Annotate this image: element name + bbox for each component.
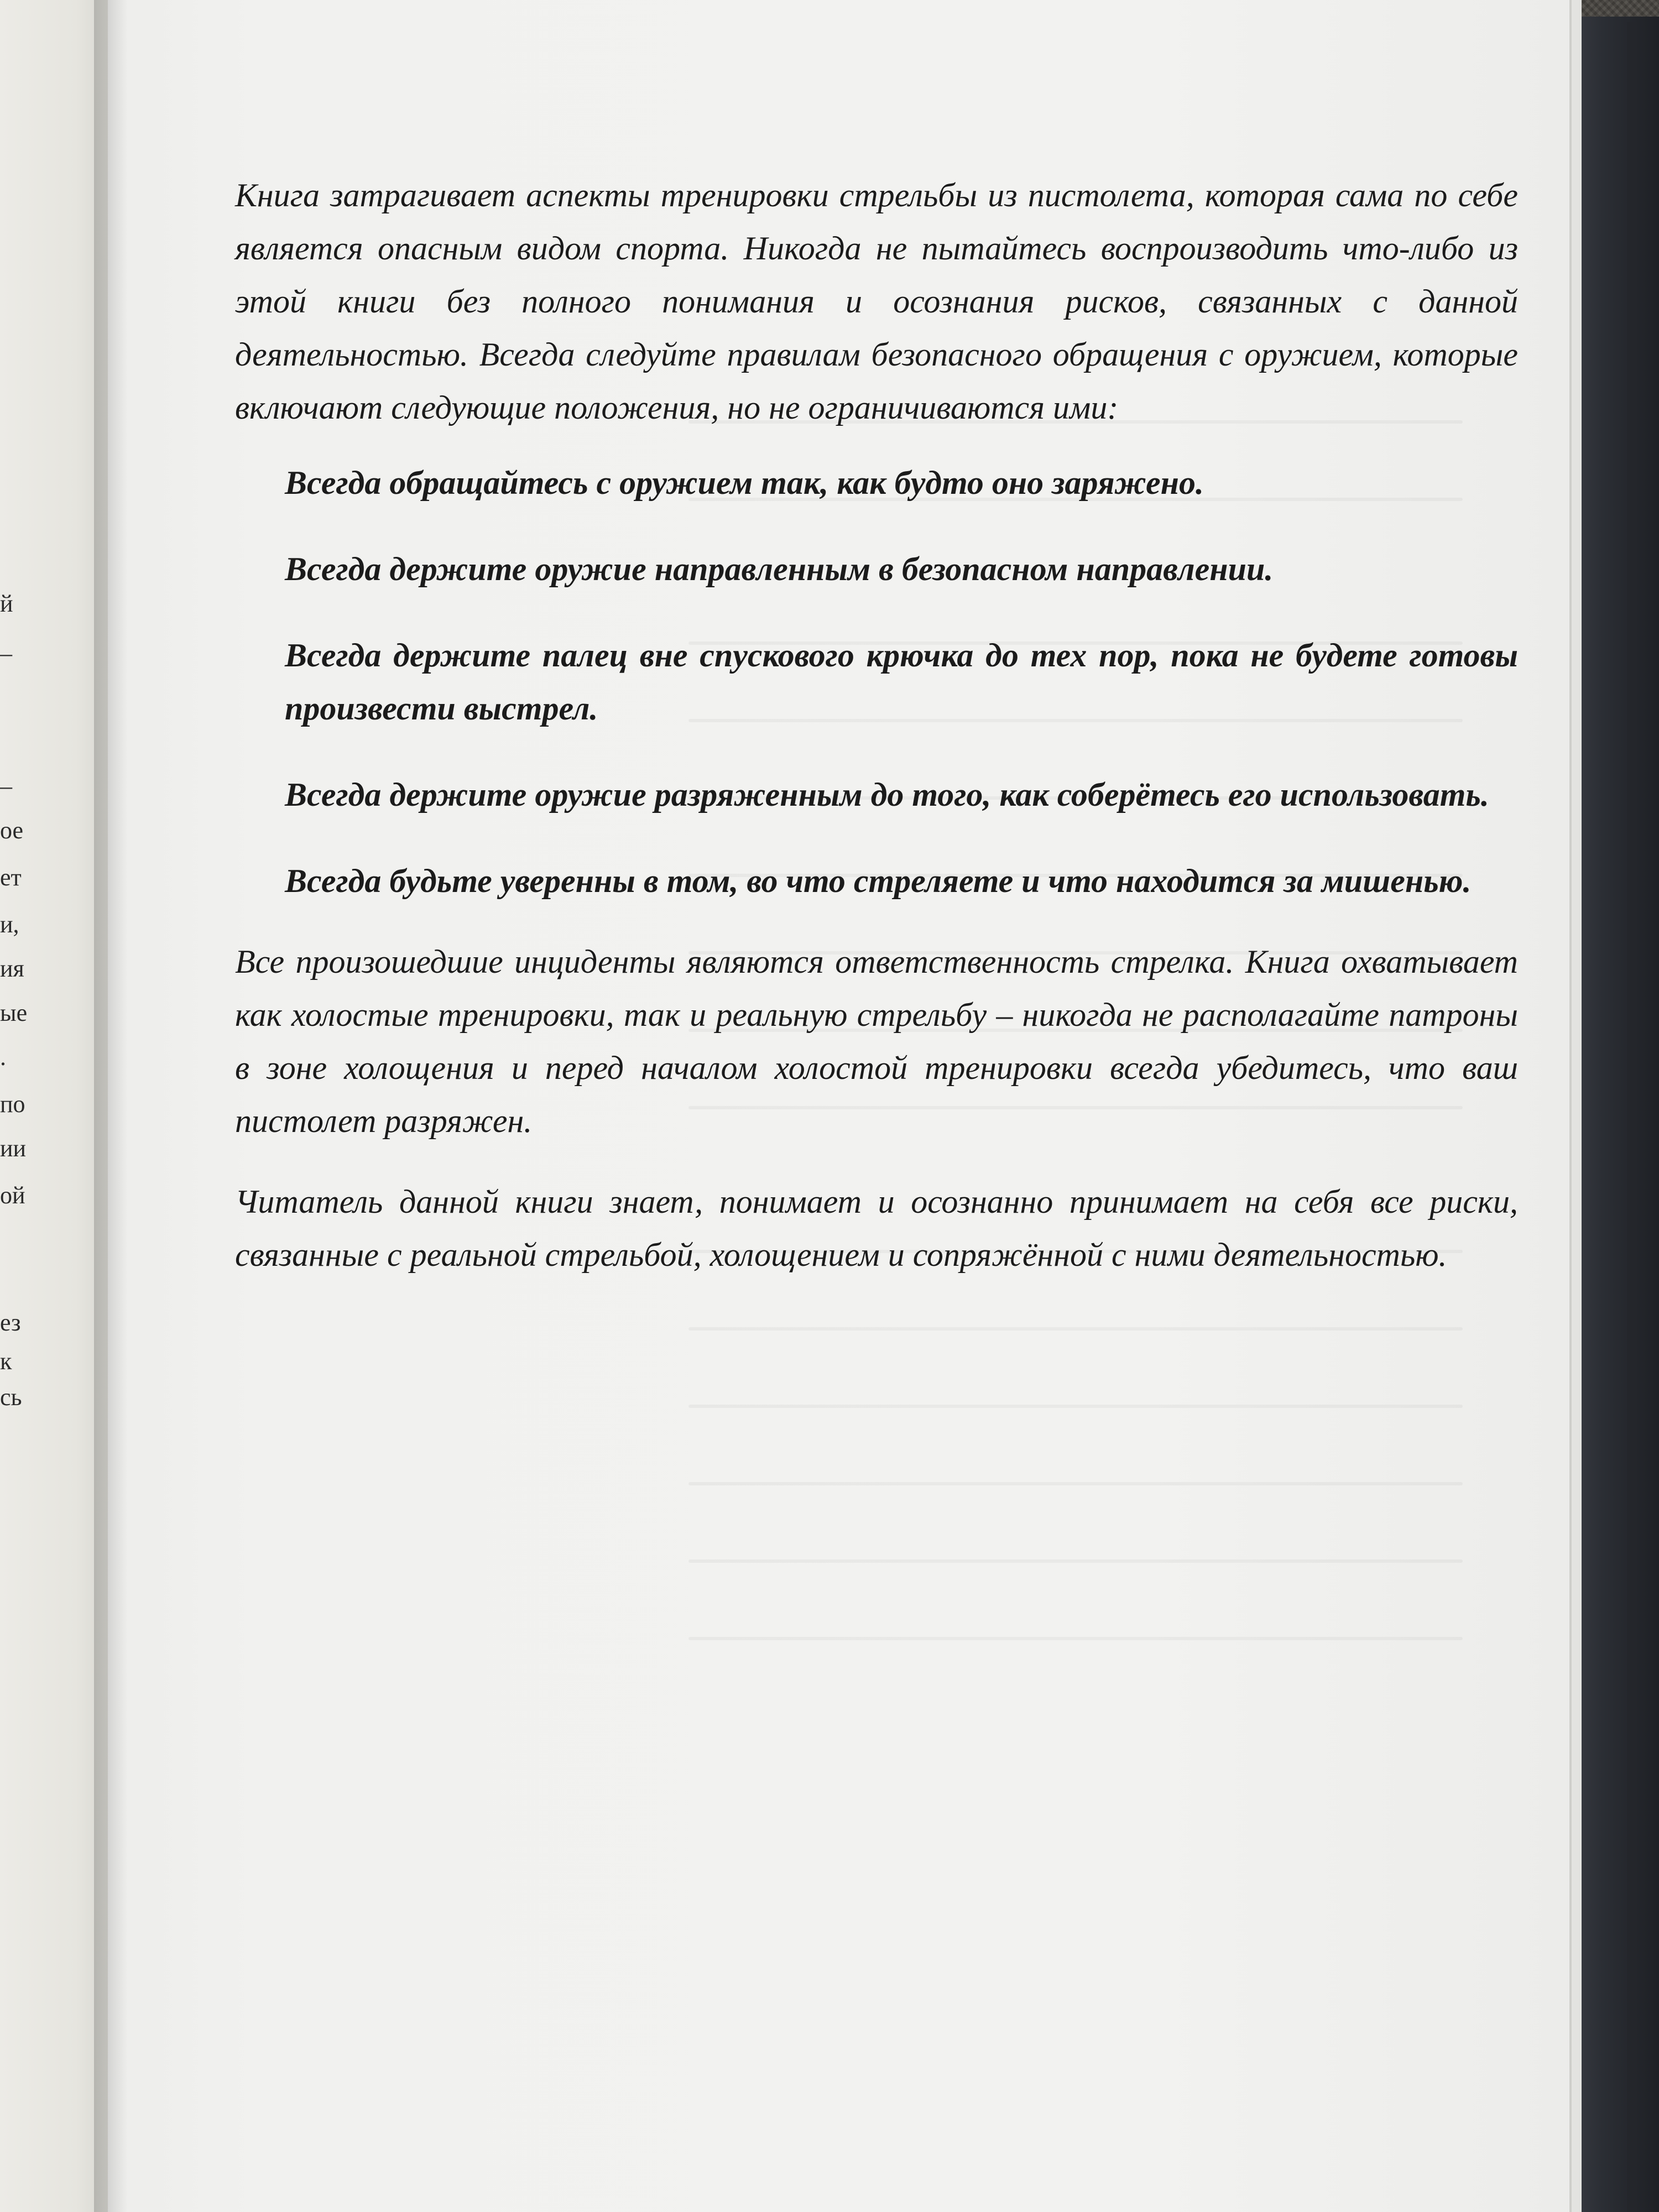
safety-rule: Всегда держите палец вне спускового крючка до тех пор, пока не будете готовы произвести выстрел. — [285, 637, 1518, 727]
previous-page-text-fragment: . — [0, 1044, 6, 1071]
previous-page-text-fragment: – — [0, 640, 12, 667]
disclaimer-text — [235, 169, 1518, 1281]
previous-page-text-fragment: ет — [0, 864, 22, 891]
safety-rule: Всегда будьте уверенны в том, во что стреляете и что находится за мишенью. — [285, 863, 1472, 899]
previous-page-text-fragment: сь — [0, 1384, 22, 1411]
safety-rule: Всегда держите оружие направленным в безопасном направлении. — [285, 551, 1274, 587]
acceptance-paragraph: Читатель данной книги знает, понимает и осознанно принимает на себя все риски, связанные с реальной стрельбой, холощением и сопряжённой с ними деятельностью. — [235, 1183, 1518, 1273]
responsibility-paragraph: Все произошедшие инциденты являются ответственность стрелка. Книга охватывает как холостые тренировки, так и реальную стрельбу – никогда не располагайте патроны в зоне холощения и перед началом холостой тренировки всегда убедитесь, что ваш пистолет разряжен. — [235, 943, 1518, 1139]
safety-rule: Всегда обращайтесь с оружием так, как будто оно заряжено. — [285, 465, 1204, 501]
previous-page-text-fragment: ой — [0, 1182, 25, 1209]
previous-page-text-fragment: и, — [0, 911, 19, 938]
previous-page-text-fragment: по — [0, 1091, 25, 1118]
previous-page-text-fragment: ия — [0, 955, 24, 982]
intro-paragraph: Книга затрагивает аспекты тренировки стрельбы из пистолета, которая сама по себе является опасным видом спорта. Никогда не пытайтесь воспроизводить что-либо из этой книги без полного понимания и осознания рисков, связанных с данной деятельностью. Всегда следуйте правилам безопасного обращения с оружием, которые включают следующие положения, но не ограничиваются ими: — [235, 177, 1518, 426]
page-gutter-shadow — [94, 0, 127, 2212]
previous-page-text-fragment: ые — [0, 999, 28, 1026]
previous-page-text-fragment: ии — [0, 1135, 27, 1162]
previous-page-text-fragment: ез — [0, 1309, 21, 1336]
previous-page-text-fragment: ое — [0, 817, 24, 844]
previous-page-text-fragment: к — [0, 1348, 12, 1375]
previous-page-text-fragment: й — [0, 590, 13, 617]
disclaimer-page — [108, 0, 1582, 2212]
previous-page-text-fragment: – — [0, 773, 12, 800]
safety-rule: Всегда держите оружие разряженным до того, как соберётесь его использовать. — [285, 776, 1489, 813]
